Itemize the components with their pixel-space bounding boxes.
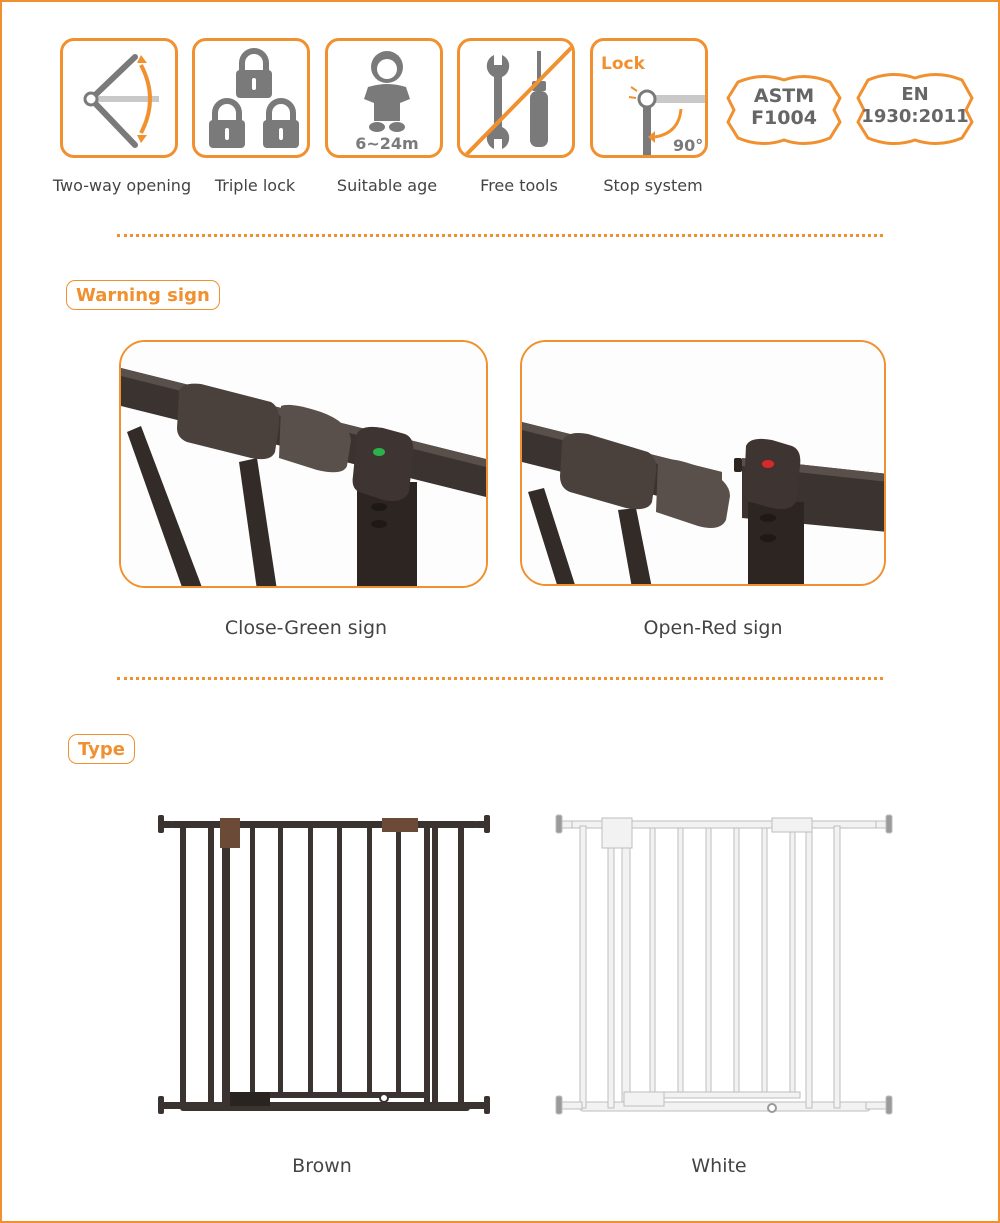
- section-title-type: Type: [68, 734, 135, 764]
- feature-caption-suitable-age: Suitable age: [336, 176, 438, 195]
- astm-line1: ASTM: [753, 85, 815, 107]
- caption-open-red: Open-Red sign: [643, 617, 783, 639]
- astm-line2: F1004: [751, 107, 817, 129]
- caption-white: White: [691, 1155, 747, 1177]
- baby-icon: [325, 38, 443, 158]
- astm-badge-icon: [722, 68, 846, 156]
- indicator-light-green: [373, 448, 385, 456]
- tools-crossed-icon: [457, 38, 575, 158]
- caption-brown: Brown: [292, 1155, 352, 1177]
- feature-caption-stop-system: Stop system: [603, 176, 703, 195]
- en-line1: EN: [901, 84, 929, 105]
- divider: [117, 234, 883, 237]
- feature-caption-triple-lock: Triple lock: [214, 176, 296, 195]
- caption-close-green: Close-Green sign: [224, 617, 388, 639]
- two-way-opening-icon: [60, 38, 178, 158]
- section-title-warning: Warning sign: [66, 280, 220, 310]
- en-badge-icon: [852, 66, 978, 156]
- triple-lock-icon: [192, 38, 310, 158]
- age-text: 6~24m: [355, 134, 419, 153]
- divider: [117, 677, 883, 680]
- close-green-photo: [119, 340, 488, 588]
- astm-badge-text: [724, 85, 844, 129]
- brown-gate-image: [156, 812, 492, 1132]
- en-line2: 1930:2011: [861, 106, 969, 127]
- feature-caption-two-way: Two-way opening: [52, 176, 192, 195]
- lock-text: Lock: [601, 54, 645, 74]
- angle-text: 90°: [673, 136, 704, 155]
- feature-caption-free-tools: Free tools: [480, 176, 558, 195]
- indicator-light-red: [762, 460, 774, 468]
- en-badge-text: [855, 84, 975, 128]
- white-gate-image: [554, 812, 894, 1132]
- open-red-photo: [520, 340, 886, 586]
- stop-system-icon: [590, 38, 708, 158]
